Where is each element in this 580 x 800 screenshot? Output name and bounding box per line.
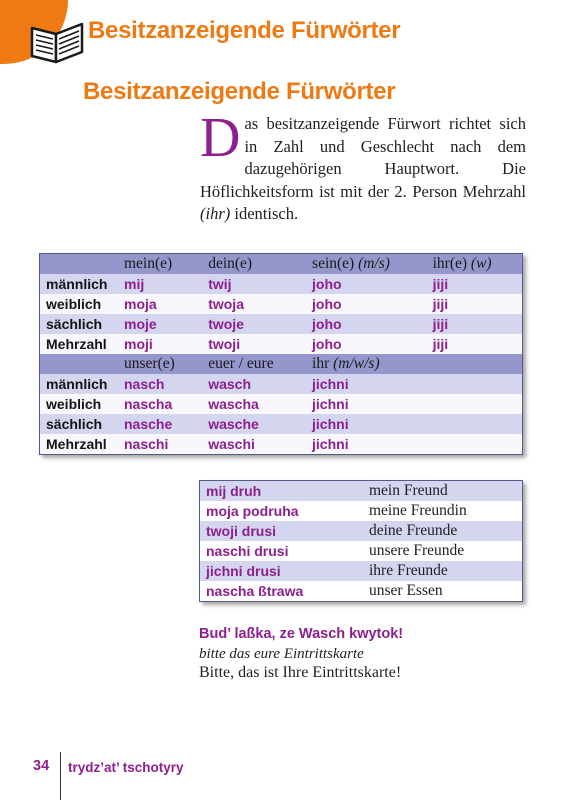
intro-text-end: identisch.	[230, 204, 299, 223]
example-phrase: Bud’ laßka, ze Wasch kwytok!	[199, 626, 404, 642]
header-cell	[427, 254, 523, 275]
table-row	[40, 294, 523, 314]
pronoun-cell: wasch	[202, 374, 306, 394]
empty-cell	[427, 434, 523, 455]
vocab-translation: unser Essen	[363, 581, 523, 602]
possessive-pronoun-table	[39, 253, 523, 455]
empty-cell	[427, 394, 523, 414]
intro-paragraph	[200, 107, 526, 226]
table-row	[40, 314, 523, 334]
footer-divider	[60, 752, 61, 800]
vocab-translation: mein Freund	[363, 481, 523, 502]
row-label: Mehrzahl	[40, 334, 119, 354]
vocab-row	[200, 561, 523, 581]
row-label: weiblich	[40, 394, 119, 414]
table-row	[40, 394, 523, 414]
intro-text: as besitzanzeigende Fürwort richtet sich in Zahl und Geschlecht nach dem dazugehörigen Hauptwort. Die Höflichkeitsform ist mit der 2. Person Mehrzahl	[200, 114, 526, 201]
open-book-icon	[28, 18, 88, 64]
table-row	[40, 274, 523, 294]
pronoun-cell: jichni	[306, 414, 427, 434]
pronoun-cell: jiji	[427, 294, 523, 314]
intro-emphasis: (ihr)	[200, 204, 231, 223]
vocab-row	[200, 481, 523, 502]
vocab-term: twoji drusi	[200, 521, 364, 541]
pronoun-cell: jichni	[306, 434, 427, 455]
vocab-term: naschi drusi	[200, 541, 364, 561]
header-empty	[40, 254, 119, 275]
header-empty	[427, 354, 523, 374]
drop-cap: D	[200, 107, 241, 169]
example-literal: bitte das eure Eintrittskarte	[199, 646, 364, 662]
header-gender: (w)	[470, 255, 492, 272]
header-text: sein(e)	[312, 255, 355, 272]
vocabulary-table	[199, 480, 523, 602]
pronoun-cell: twij	[202, 274, 306, 294]
header-cell: mein(e)	[118, 254, 202, 275]
row-label: Mehrzahl	[40, 434, 119, 455]
pronoun-cell: joho	[306, 314, 427, 334]
pronoun-cell: nasche	[118, 414, 202, 434]
page-number: 34	[33, 758, 50, 774]
pronoun-cell: wasche	[202, 414, 306, 434]
pronoun-cell: jiji	[427, 314, 523, 334]
header-cell	[306, 254, 427, 275]
header-cell: euer / eure	[202, 354, 306, 374]
running-head: Besitzanzeigende Fürwörter	[88, 17, 401, 44]
pronoun-cell: mij	[118, 274, 202, 294]
pronoun-cell: joho	[306, 334, 427, 354]
pronoun-cell: twoji	[202, 334, 306, 354]
pronoun-cell: waschi	[202, 434, 306, 455]
pronoun-cell: joho	[306, 274, 427, 294]
vocab-row	[200, 501, 523, 521]
vocab-row	[200, 541, 523, 561]
header-cell: unser(e)	[118, 354, 202, 374]
table-header-row-plural	[40, 354, 523, 374]
row-label: männlich	[40, 374, 119, 394]
pronoun-cell: wascha	[202, 394, 306, 414]
vocab-translation: ihre Freunde	[363, 561, 523, 581]
row-label: weiblich	[40, 294, 119, 314]
table-row	[40, 434, 523, 455]
pronoun-cell: moja	[118, 294, 202, 314]
table-header-row	[40, 254, 523, 275]
table-row	[40, 334, 523, 354]
pronoun-cell: jichni	[306, 394, 427, 414]
header-gender: (m/s)	[358, 255, 390, 272]
pronoun-cell: moje	[118, 314, 202, 334]
table-row	[40, 414, 523, 434]
header-text: ihr	[312, 355, 330, 372]
vocab-row	[200, 581, 523, 602]
vocab-row	[200, 521, 523, 541]
vocab-translation: meine Freundin	[363, 501, 523, 521]
vocab-term: moja podruha	[200, 501, 364, 521]
row-label: männlich	[40, 274, 119, 294]
header-cell: dein(e)	[202, 254, 306, 275]
pronoun-cell: jiji	[427, 274, 523, 294]
header-cell	[306, 354, 427, 374]
header-gender: (m/w/s)	[333, 355, 380, 372]
footer-book-title: trydz’at’ tschotyry	[68, 760, 184, 775]
pronoun-cell: moji	[118, 334, 202, 354]
pronoun-cell: joho	[306, 294, 427, 314]
table-row	[40, 374, 523, 394]
row-label: sächlich	[40, 314, 119, 334]
pronoun-cell: naschi	[118, 434, 202, 455]
pronoun-cell: nascha	[118, 394, 202, 414]
vocab-term: mij druh	[200, 481, 364, 502]
pronoun-cell: jichni	[306, 374, 427, 394]
vocab-term: nascha ßtrawa	[200, 581, 364, 602]
row-label: sächlich	[40, 414, 119, 434]
pronoun-cell: twoje	[202, 314, 306, 334]
empty-cell	[427, 414, 523, 434]
vocab-translation: unsere Freunde	[363, 541, 523, 561]
example-translation: Bitte, das ist Ihre Eintrittskarte!	[199, 664, 402, 681]
header-empty	[40, 354, 119, 374]
empty-cell	[427, 374, 523, 394]
vocab-translation: deine Freunde	[363, 521, 523, 541]
pronoun-cell: nasch	[118, 374, 202, 394]
pronoun-cell: twoja	[202, 294, 306, 314]
pronoun-cell: jiji	[427, 334, 523, 354]
section-title: Besitzanzeigende Fürwörter	[83, 78, 396, 105]
header-text: ihr(e)	[432, 255, 468, 272]
vocab-term: jichni drusi	[200, 561, 364, 581]
